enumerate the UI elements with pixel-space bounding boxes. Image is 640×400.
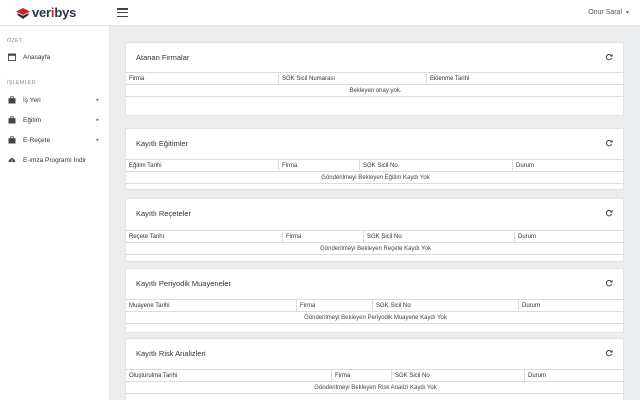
column-header[interactable]: SGK Sicil No	[363, 231, 514, 243]
panel-risk-analyses	[125, 338, 624, 400]
panel-periodic-examinations	[125, 268, 624, 333]
sidebar-item-home[interactable]	[0, 50, 110, 64]
brand-logo[interactable]	[16, 6, 76, 20]
chevron-right-icon: ▸	[96, 117, 99, 123]
column-header[interactable]: SGK Sicil No	[372, 300, 518, 312]
refresh-icon[interactable]	[605, 349, 613, 357]
table-registered-prescriptions	[126, 230, 625, 255]
table-header-row	[126, 370, 625, 382]
table-empty-message: Gönderilmeyi Bekleyen Periyodik Muayene Kaydı Yok	[126, 312, 625, 324]
sidebar-item-label: E-imza Programı İndir	[23, 156, 87, 164]
column-header[interactable]: Firma	[282, 231, 363, 243]
sidebar-item-training[interactable]	[0, 113, 110, 127]
panel-title: Kayıtlı Risk Analizleri	[136, 349, 206, 358]
sidebar-item-label: E-Reçete	[23, 136, 51, 144]
table-header-row	[126, 231, 625, 243]
chevron-right-icon: ▸	[96, 97, 99, 103]
chevron-right-icon: ▸	[96, 137, 99, 143]
briefcase-icon	[8, 96, 16, 104]
column-header[interactable]: Eklenme Tarihi	[426, 73, 625, 85]
table-empty-message: Gönderilmeyi Bekleyen Reçete Kaydı Yok	[126, 243, 625, 255]
column-header[interactable]: Firma	[278, 160, 359, 172]
column-header[interactable]: Reçete Tarihi	[129, 234, 164, 240]
sidebar-item-prescription[interactable]	[0, 133, 110, 147]
table-periodic-examinations	[126, 299, 625, 324]
user-menu[interactable]	[588, 9, 630, 16]
column-header[interactable]: Eğitim Tarihi	[129, 163, 162, 169]
column-header[interactable]: Firma	[331, 370, 391, 382]
sidebar-item-workplace[interactable]	[0, 93, 110, 107]
refresh-icon[interactable]	[605, 139, 613, 147]
sidebar-item-label: Anasayfa	[23, 53, 51, 61]
table-header-row	[126, 300, 625, 312]
table-registered-trainings	[126, 159, 625, 184]
column-header[interactable]: Firma	[129, 76, 145, 82]
table-empty-message: Bekleyen onay yok.	[126, 85, 625, 97]
sidebar	[0, 26, 110, 400]
panel-title: Atanan Firmalar	[136, 53, 190, 62]
refresh-icon[interactable]	[605, 279, 613, 287]
section-label-actions: İŞLEMLER	[7, 80, 36, 86]
sidebar-item-download-esign[interactable]	[0, 153, 110, 167]
sidebar-item-label: İş Yeri	[23, 96, 41, 104]
section-label-summary: ÖZET	[7, 38, 23, 44]
panel-registered-prescriptions	[125, 198, 624, 262]
column-header[interactable]: Muayene Tarihi	[129, 303, 170, 309]
caret-down-icon: ▼	[625, 9, 630, 16]
column-header[interactable]: Durum	[512, 160, 625, 172]
table-assigned-companies	[126, 72, 625, 97]
column-header[interactable]: Durum	[514, 231, 625, 243]
logo-mark-icon	[16, 8, 30, 19]
panel-title: Kayıtlı Periyodik Muayeneler	[136, 279, 232, 288]
table-empty-message: Gönderilmeyi Bekleyen Eğitim Kaydı Yok	[126, 172, 625, 184]
menu-toggle-icon[interactable]	[117, 8, 128, 17]
table-risk-analyses	[126, 369, 625, 394]
panel-registered-trainings	[125, 128, 624, 190]
table-header-row	[126, 73, 625, 85]
table-header-row	[126, 160, 625, 172]
panel-title: Kayıtlı Reçeteler	[136, 209, 192, 218]
column-header[interactable]: SGK Sicil No	[359, 160, 512, 172]
user-name: Onur Saral	[588, 9, 623, 16]
logo-text: veribys	[32, 5, 77, 20]
briefcase-icon	[8, 136, 16, 144]
column-header[interactable]: Oluşturulma Tarihi	[129, 373, 178, 379]
refresh-icon[interactable]	[605, 209, 613, 217]
column-header[interactable]: Durum	[518, 300, 625, 312]
column-header[interactable]: Firma	[296, 300, 372, 312]
top-bar	[0, 0, 640, 26]
refresh-icon[interactable]	[605, 53, 613, 61]
calendar-icon	[8, 53, 16, 61]
column-header[interactable]: SGK Sicil No	[391, 370, 524, 382]
panel-title: Kayıtlı Eğitimler	[136, 139, 189, 148]
download-cloud-icon	[8, 156, 16, 164]
column-header[interactable]: SGK Sicil Numarası	[278, 73, 426, 85]
briefcase-icon	[8, 116, 16, 124]
panel-assigned-companies	[125, 42, 624, 116]
sidebar-item-label: Eğitim	[23, 116, 42, 124]
table-empty-message: Gönderilmeyi Bekleyen Risk Analizi Kaydı Yok	[126, 382, 625, 394]
column-header[interactable]: Durum	[524, 370, 625, 382]
